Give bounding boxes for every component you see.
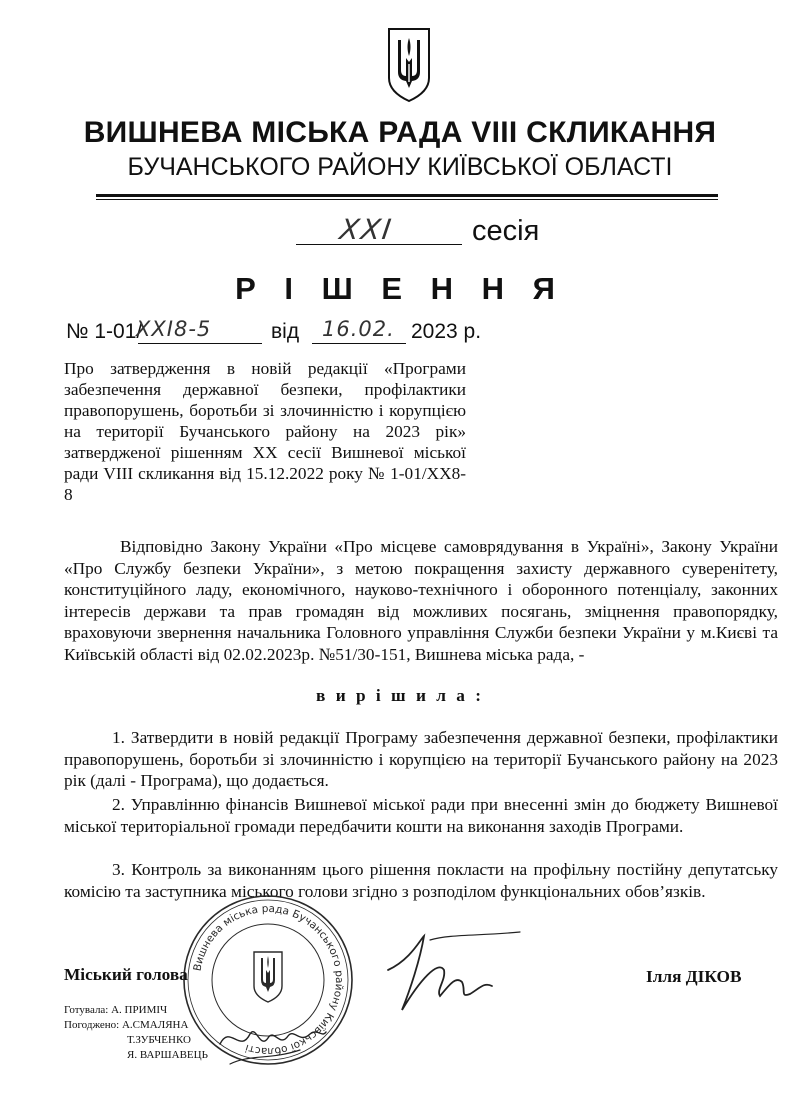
agreed-by: Погоджено: А.СМАЛЯНА bbox=[64, 1019, 189, 1031]
header-rule-thin bbox=[96, 199, 718, 200]
decision-number-underline bbox=[138, 343, 262, 344]
decision-item-3: 3. Контроль за виконанням цього рішення покласти на профільну постійну депутатську комісію та заступника міського голови згідно з розподілом функціональних обов’язків. bbox=[64, 860, 778, 901]
decision-item-2: 2. Управлінню фінансів Вишневої міської ради при внесенні змін до бюджету Вишневої міської територіальної громади передбачити кошти на виконання заходів Програми. bbox=[64, 795, 778, 836]
decision-date-handwritten: 16.02. bbox=[322, 317, 395, 341]
decision-date-underline bbox=[312, 343, 406, 344]
initials-scribble-icon bbox=[210, 1014, 330, 1070]
session-line bbox=[296, 215, 596, 255]
agreed-by-2: Т.ЗУБЧЕНКО bbox=[127, 1034, 191, 1046]
session-label: сесія bbox=[472, 215, 540, 247]
decision-year: 2023 р. bbox=[411, 320, 482, 343]
decision-subject bbox=[64, 358, 466, 505]
mayor-label: Міський голова bbox=[64, 965, 188, 984]
header-rule-thick bbox=[96, 194, 718, 197]
decision-number-handwritten: XXI8-5 bbox=[136, 317, 212, 341]
preamble-paragraph: Відповідно Закону України «Про місцеве самоврядування в Україні», Закону України «Про Службу безпеки України», з метою покращення захисту державного суверенітету, конституційного ладу, економічного, науково-технічного і оборонного потенціалу, законних інтересів держави та прав громадян від можливих посягань, зміцнення правопорядку, враховуючи звернення начальника Головного управління Служби безпеки України у м.Києві та Київській області від 02.02.2023р. №51/30-151, Вишнева міська рада, - bbox=[64, 537, 778, 664]
document-title: Р І Ш Е Н Н Я bbox=[235, 271, 565, 306]
session-underline bbox=[296, 244, 462, 245]
decision-subject-text: Про затвердження в новій редакції «Програми забезпечення державної безпеки, профілактики правопорушень, боротьби зі злочинністю і корупцією на території Бучанського району на 2023 рік» затвердженої рішенням XX сесії Вишневої міської ради VIII скликання від 15.12.2022 року № 1-01/XX8-8 bbox=[64, 359, 466, 504]
session-number-handwritten: XXI bbox=[337, 213, 395, 246]
decision-number-line bbox=[66, 317, 526, 350]
decision-date-from: від bbox=[271, 320, 300, 343]
trident-coat-of-arms-icon bbox=[386, 26, 432, 104]
decision-number-prefix: № 1-01/ bbox=[66, 320, 143, 343]
council-title: ВИШНЕВА МІСЬКА РАДА VIII СКЛИКАННЯ bbox=[83, 116, 717, 149]
prepared-by: Готувала: А. ПРИМІЧ bbox=[64, 1004, 168, 1016]
agreed-by-3: Я. ВАРШАВЕЦЬ bbox=[127, 1049, 208, 1061]
seal-ring-text: Вишнева міська рада Бучанського району Київської області bbox=[191, 902, 346, 1058]
decision-item-1: 1. Затвердити в новій редакції Програму забезпечення державної безпеки, профілактики правопорушень, боротьби зі злочинністю і корупцією на території Бучанського району на 2023 рік (далі - Програма), що додається. bbox=[64, 728, 778, 790]
district-subtitle: БУЧАНСЬКОГО РАЙОНУ КИЇВСЬКОЇ ОБЛАСТІ bbox=[127, 153, 673, 181]
handwritten-signature-icon bbox=[380, 930, 530, 1020]
resolve-heading: в и р і ш и л а : bbox=[316, 686, 484, 705]
mayor-name: Ілля ДІКОВ bbox=[646, 967, 742, 986]
